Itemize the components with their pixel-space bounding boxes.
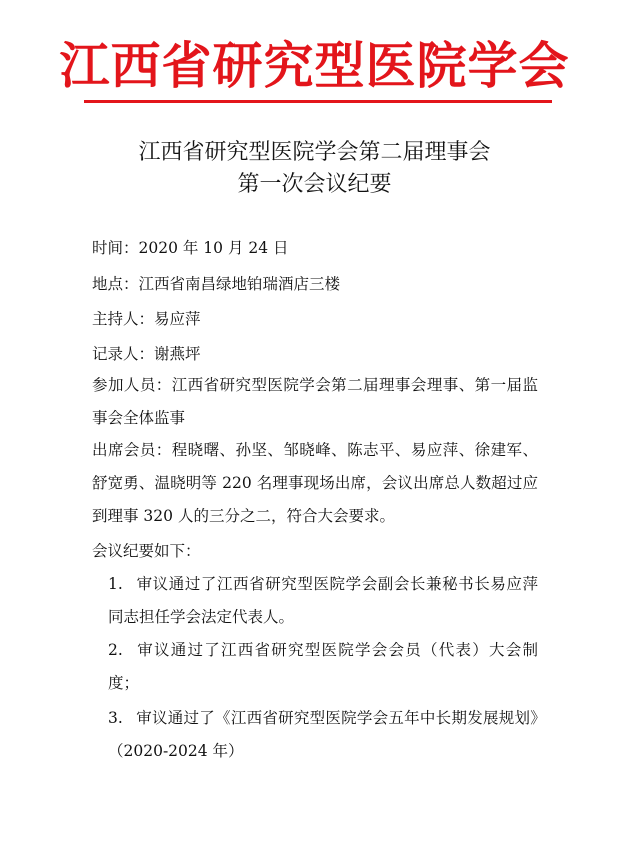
meeting-recorder: 记录人：谢燕坪	[92, 345, 201, 363]
meeting-time: 时间：2020 年 10 月 24 日	[92, 239, 289, 257]
minutes-intro: 会议纪要如下：	[92, 542, 201, 560]
resolution-item	[108, 568, 538, 634]
resolution-number: 2.	[108, 641, 123, 659]
resolution-item	[108, 634, 538, 700]
resolution-text: 审议通过了江西省研究型医院学会副会长兼秘书长易应萍同志担任学会法定代表人。	[108, 575, 538, 626]
meeting-host: 主持人：易应萍	[92, 310, 201, 328]
meeting-present-members: 出席会员：程晓曙、孙坚、邹晓峰、陈志平、易应萍、徐建军、舒宽勇、温晓明等 220 名理事现场出席，会议出席总人数超过应到理事 320 人的三分之二，符合大会要求。	[92, 441, 538, 525]
resolution-text: 审议通过了江西省研究型医院学会会员（代表）大会制度；	[108, 641, 538, 692]
resolution-number: 3.	[108, 709, 123, 727]
resolution-number: 1.	[108, 575, 123, 593]
letterhead-red-rule	[84, 100, 552, 103]
meeting-attendees: 参加人员：江西省研究型医院学会第二届理事会理事、第一届监事会全体监事	[92, 376, 538, 427]
meeting-location: 地点：江西省南昌绿地铂瑞酒店三楼	[92, 275, 341, 293]
document-title-line-1: 江西省研究型医院学会第二届理事会	[138, 140, 491, 165]
document-title-line-2: 第一次会议纪要	[237, 172, 392, 197]
organization-letterhead: 江西省研究型医院学会	[59, 36, 570, 95]
resolution-item	[108, 702, 538, 768]
resolution-text: 审议通过了《江西省研究型医院学会五年中长期发展规划》（2020-2024 年）	[108, 709, 538, 760]
